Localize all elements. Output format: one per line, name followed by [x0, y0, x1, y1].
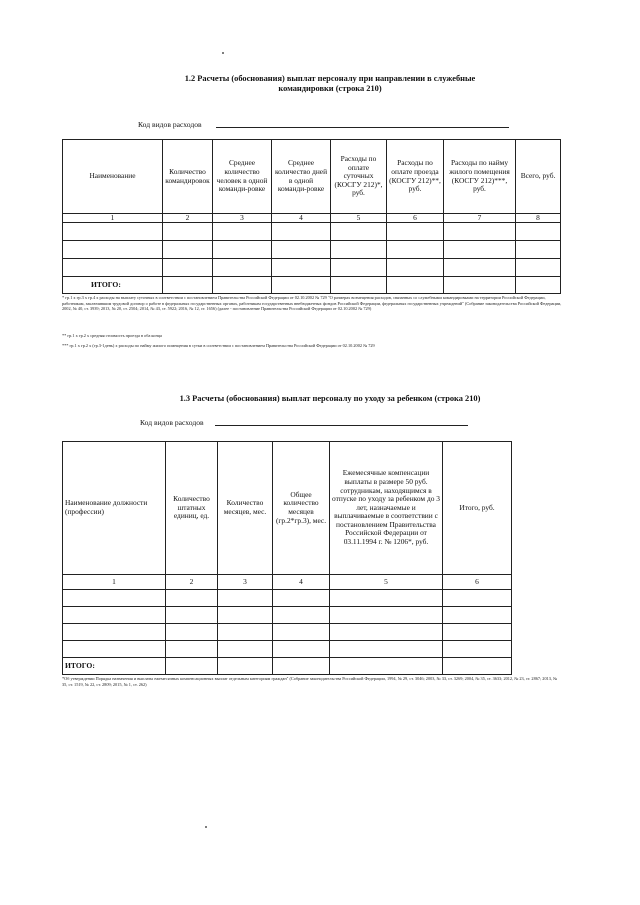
total-label: ИТОГО: — [63, 658, 166, 675]
section1-header: Количество командировок — [163, 140, 213, 214]
table-cell[interactable] — [387, 241, 444, 259]
table-cell[interactable] — [63, 607, 166, 624]
table-cell[interactable] — [443, 590, 512, 607]
table-cell[interactable] — [218, 624, 273, 641]
table-cell[interactable] — [273, 590, 330, 607]
column-number: 2 — [166, 575, 218, 590]
section2-table — [62, 441, 512, 675]
section1-title-line1: 1.2 Расчеты (обоснования) выплат персоналу при направлении в служебные — [184, 74, 476, 83]
table-cell[interactable] — [218, 658, 273, 675]
section1-footnote-1: * гр.1 х гр.3 х гр.4 х расходы на выплату суточных в соответствии с постановлением Правительства Российской Федерации от 02.10.2002 № 729 "О размерах возмещения расходов, связанных со служебными командировками на территории Российской Федерации, работникам, заключившим трудовой договор о работе в федеральных государственных органах, работникам государственных внебюджетных фондов Российской Федерации, федеральных государственных учреждений" (Собрание законодательства Российской Федерации, 2002, № 40, ст. 3939; 2013, № 20, ст. 2504; 2014, № 43, ст. 5922; 2016, № 12, ст. 1656) (далее - постановление Правительства Российской Федерации от 02.10.2002 № 729) — [62, 295, 562, 312]
table-cell[interactable] — [331, 241, 387, 259]
table-cell[interactable] — [63, 624, 166, 641]
section1-header: Среднее количество человек в одной команди-ровке — [213, 140, 272, 214]
table-cell[interactable] — [63, 259, 163, 277]
table-cell[interactable] — [330, 641, 443, 658]
table-cell[interactable] — [163, 223, 213, 241]
table-cell[interactable] — [444, 277, 516, 294]
table-cell[interactable] — [273, 658, 330, 675]
total-label: ИТОГО: — [63, 277, 163, 294]
table-cell[interactable] — [516, 223, 561, 241]
table-cell[interactable] — [272, 259, 331, 277]
scan-speck — [205, 826, 207, 828]
table-row — [63, 624, 512, 641]
section1-code-field[interactable] — [216, 127, 509, 128]
section2-total-row — [63, 658, 512, 675]
column-number: 3 — [218, 575, 273, 590]
table-cell[interactable] — [516, 277, 561, 294]
table-cell[interactable] — [387, 277, 444, 294]
section1-title — [80, 74, 580, 94]
column-number: 4 — [272, 214, 331, 223]
table-cell[interactable] — [213, 241, 272, 259]
section1-table — [62, 139, 561, 294]
table-cell[interactable] — [163, 277, 213, 294]
section2-header: Итого, руб. — [443, 442, 512, 575]
table-cell[interactable] — [330, 624, 443, 641]
table-cell[interactable] — [166, 658, 218, 675]
section1-header: Расходы по оплате проезда (КОСГУ 212)**, руб. — [387, 140, 444, 214]
table-cell[interactable] — [444, 223, 516, 241]
section2-header: Общее количество месяцев (гр.2*гр.3), мес. — [273, 442, 330, 575]
table-cell[interactable] — [272, 223, 331, 241]
table-cell[interactable] — [63, 241, 163, 259]
table-cell[interactable] — [330, 590, 443, 607]
column-number: 4 — [273, 575, 330, 590]
table-cell[interactable] — [331, 277, 387, 294]
section2-footnote: *Об утверждении Порядка назначения и выплаты ежемесячных компенсационных выплат отдельным категориям граждан" (Собрание законодательства Российской Федерации, 1994, № 29, ст. 3046; 2003, № 33, ст. 3269; 2004, № 35, ст. 3633; 2012, № 23, ст. 2867; 2013, № 35, ст. 1519, № 22, ст. 2809; 2015, № 1, ст. 262) — [62, 676, 558, 687]
table-row — [63, 641, 512, 658]
table-cell[interactable] — [163, 241, 213, 259]
table-cell[interactable] — [213, 223, 272, 241]
table-cell[interactable] — [273, 624, 330, 641]
table-cell[interactable] — [330, 607, 443, 624]
table-cell[interactable] — [443, 658, 512, 675]
table-cell[interactable] — [218, 641, 273, 658]
column-number: 2 — [163, 214, 213, 223]
section2-header: Количество месяцев, мес. — [218, 442, 273, 575]
table-cell[interactable] — [63, 223, 163, 241]
section2-header-row — [63, 442, 512, 575]
table-cell[interactable] — [516, 259, 561, 277]
table-cell[interactable] — [444, 259, 516, 277]
table-cell[interactable] — [166, 624, 218, 641]
section1-header: Расходы по оплате суточных (КОСГУ 212)*, руб. — [331, 140, 387, 214]
table-cell[interactable] — [444, 241, 516, 259]
table-cell[interactable] — [443, 624, 512, 641]
table-cell[interactable] — [273, 607, 330, 624]
section1-header: Расходы по найму жилого помещения (КОСГУ 212)***, руб. — [444, 140, 516, 214]
table-cell[interactable] — [213, 277, 272, 294]
section2-number-row — [63, 575, 512, 590]
table-cell[interactable] — [272, 277, 331, 294]
column-number: 8 — [516, 214, 561, 223]
table-cell[interactable] — [163, 259, 213, 277]
table-row — [63, 607, 512, 624]
table-cell[interactable] — [443, 641, 512, 658]
column-number: 6 — [387, 214, 444, 223]
section1-total-row — [63, 277, 561, 294]
section1-header-row — [63, 140, 561, 214]
column-number: 3 — [213, 214, 272, 223]
column-number: 5 — [331, 214, 387, 223]
table-row — [63, 223, 561, 241]
section1-footnote-3: *** гр.1 х гр.2 х (гр.3-1день) х расходы по найму жилого помещения в сутки в соответствии с постановлением Правительства Российской Федерации от 02.10.2002 № 729 — [62, 343, 375, 348]
section2-code-field[interactable] — [215, 425, 468, 426]
section1-header: Наименование — [63, 140, 163, 214]
table-cell[interactable] — [387, 223, 444, 241]
column-number: 7 — [444, 214, 516, 223]
table-cell[interactable] — [166, 590, 218, 607]
table-cell[interactable] — [166, 607, 218, 624]
table-row — [63, 259, 561, 277]
table-cell[interactable] — [218, 607, 273, 624]
table-cell[interactable] — [331, 223, 387, 241]
table-cell[interactable] — [443, 607, 512, 624]
table-cell[interactable] — [272, 241, 331, 259]
section2-code-label: Код видов расходов — [140, 418, 204, 427]
section1-footnote-2: ** гр.1 х гр.2 х средняя стоимость проезда в оба конца — [62, 333, 162, 338]
section2-header: Ежемесячные компенсации выплаты в размере 50 руб. сотрудникам, находящимся в отпуске по уходу за ребенком до 3 лет, назначаемые и выплачиваемые в соответствии с постановлением Правительства Российской Федерации от 03.11.1994 г. № 1206*, руб. — [330, 442, 443, 575]
table-cell[interactable] — [218, 590, 273, 607]
column-number: 6 — [443, 575, 512, 590]
scan-speck — [222, 52, 224, 54]
section2-header: Количество штатных единиц, ед. — [166, 442, 218, 575]
column-number: 5 — [330, 575, 443, 590]
table-cell[interactable] — [273, 641, 330, 658]
table-cell[interactable] — [331, 259, 387, 277]
column-number: 1 — [63, 575, 166, 590]
section1-header: Всего, руб. — [516, 140, 561, 214]
table-cell[interactable] — [387, 259, 444, 277]
table-cell[interactable] — [213, 259, 272, 277]
section2-header: Наименование должности (профессии) — [63, 442, 166, 575]
section1-number-row — [63, 214, 561, 223]
table-row — [63, 590, 512, 607]
section2-title: 1.3 Расчеты (обоснования) выплат персоналу по уходу за ребенком (строка 210) — [179, 394, 481, 403]
table-row — [63, 241, 561, 259]
table-cell[interactable] — [330, 658, 443, 675]
table-cell[interactable] — [63, 590, 166, 607]
table-cell[interactable] — [166, 641, 218, 658]
table-cell[interactable] — [516, 241, 561, 259]
column-number: 1 — [63, 214, 163, 223]
section1-header: Среднее количество дней в одной команди-ровке — [272, 140, 331, 214]
section1-code-label: Код видов расходов — [138, 120, 202, 129]
section1-title-line2: командировки (строка 210) — [278, 84, 382, 93]
table-cell[interactable] — [63, 641, 166, 658]
